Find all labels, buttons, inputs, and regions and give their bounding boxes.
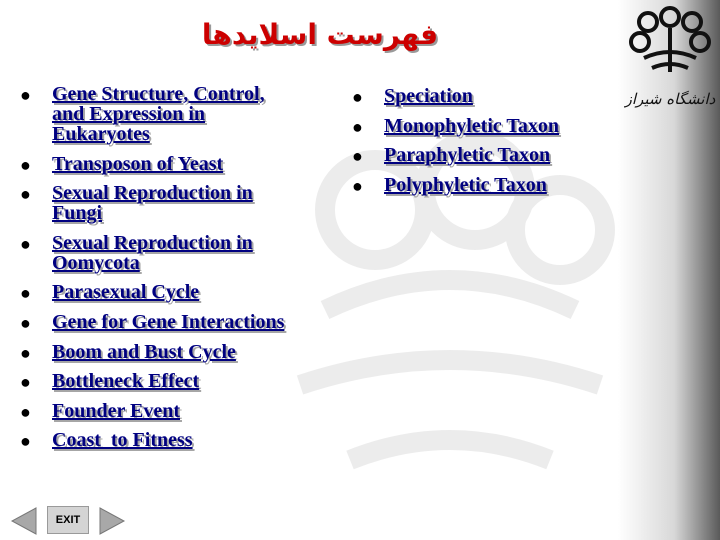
logo-text: دانشگاه شیراز [624, 90, 716, 108]
list-item [20, 312, 350, 332]
topic-link-sexual-reproduction-oomycota[interactable]: Sexual Reproduction in Oomycota [52, 231, 253, 274]
exit-button[interactable]: EXIT [47, 506, 89, 534]
list-item [20, 84, 350, 144]
topic-link-parasexual-cycle[interactable]: Parasexual Cycle [52, 281, 200, 304]
bullet-icon: ● [20, 283, 31, 304]
bullet-icon: ● [352, 146, 363, 167]
topic-link-boom-and-bust[interactable]: Boom and Bust Cycle [52, 340, 236, 363]
triangle-right-icon [100, 508, 124, 534]
list-item [20, 401, 350, 421]
bullet-icon: ● [352, 175, 363, 196]
left-topic-list [20, 84, 350, 460]
bullet-icon: ● [20, 184, 31, 205]
bullet-icon: ● [20, 312, 31, 333]
topic-link-founder-event[interactable]: Founder Event [52, 399, 180, 422]
next-slide-button[interactable] [98, 506, 126, 536]
triangle-left-icon [12, 508, 36, 534]
list-item [20, 430, 350, 450]
topic-link-gene-structure[interactable]: Gene Structure, Control, and Expression in Eukaryotes [52, 83, 265, 145]
list-item [20, 371, 350, 391]
list-item [20, 342, 350, 362]
bullet-icon: ● [20, 85, 31, 105]
list-item [20, 154, 350, 174]
bullet-icon: ● [20, 401, 31, 422]
bullet-icon: ● [20, 372, 31, 393]
bullet-icon: ● [352, 87, 363, 107]
page-title: فهرست اسلایدها [201, 18, 439, 51]
topic-link-polyphyletic[interactable]: Polyphyletic Taxon [384, 173, 547, 196]
list-item [20, 282, 350, 302]
bullet-icon: ● [352, 116, 363, 137]
bullet-icon: ● [20, 233, 31, 254]
bullet-icon: ● [20, 431, 31, 452]
list-item [352, 175, 612, 195]
list-item [352, 86, 612, 106]
topic-link-monophyletic[interactable]: Monophyletic Taxon [384, 114, 560, 137]
topic-link-transposon[interactable]: Transposon of Yeast [52, 152, 224, 175]
bullet-icon: ● [20, 342, 31, 363]
right-topic-list [352, 86, 612, 204]
topic-link-bottleneck[interactable]: Bottleneck Effect [52, 370, 200, 393]
list-item [20, 233, 350, 273]
bullet-icon: ● [20, 154, 31, 175]
topic-link-gene-for-gene[interactable]: Gene for Gene Interactions [52, 310, 285, 333]
topic-link-sexual-reproduction-fungi[interactable]: Sexual Reproduction in Fungi [52, 182, 253, 225]
topic-link-speciation[interactable]: Speciation [384, 85, 473, 107]
list-item [352, 145, 612, 165]
list-item [352, 116, 612, 136]
topic-link-paraphyletic[interactable]: Paraphyletic Taxon [384, 144, 551, 167]
prev-slide-button[interactable] [10, 506, 38, 536]
topic-link-coast-to-fitness[interactable]: Coast to Fitness [52, 429, 193, 452]
list-item [20, 183, 350, 223]
